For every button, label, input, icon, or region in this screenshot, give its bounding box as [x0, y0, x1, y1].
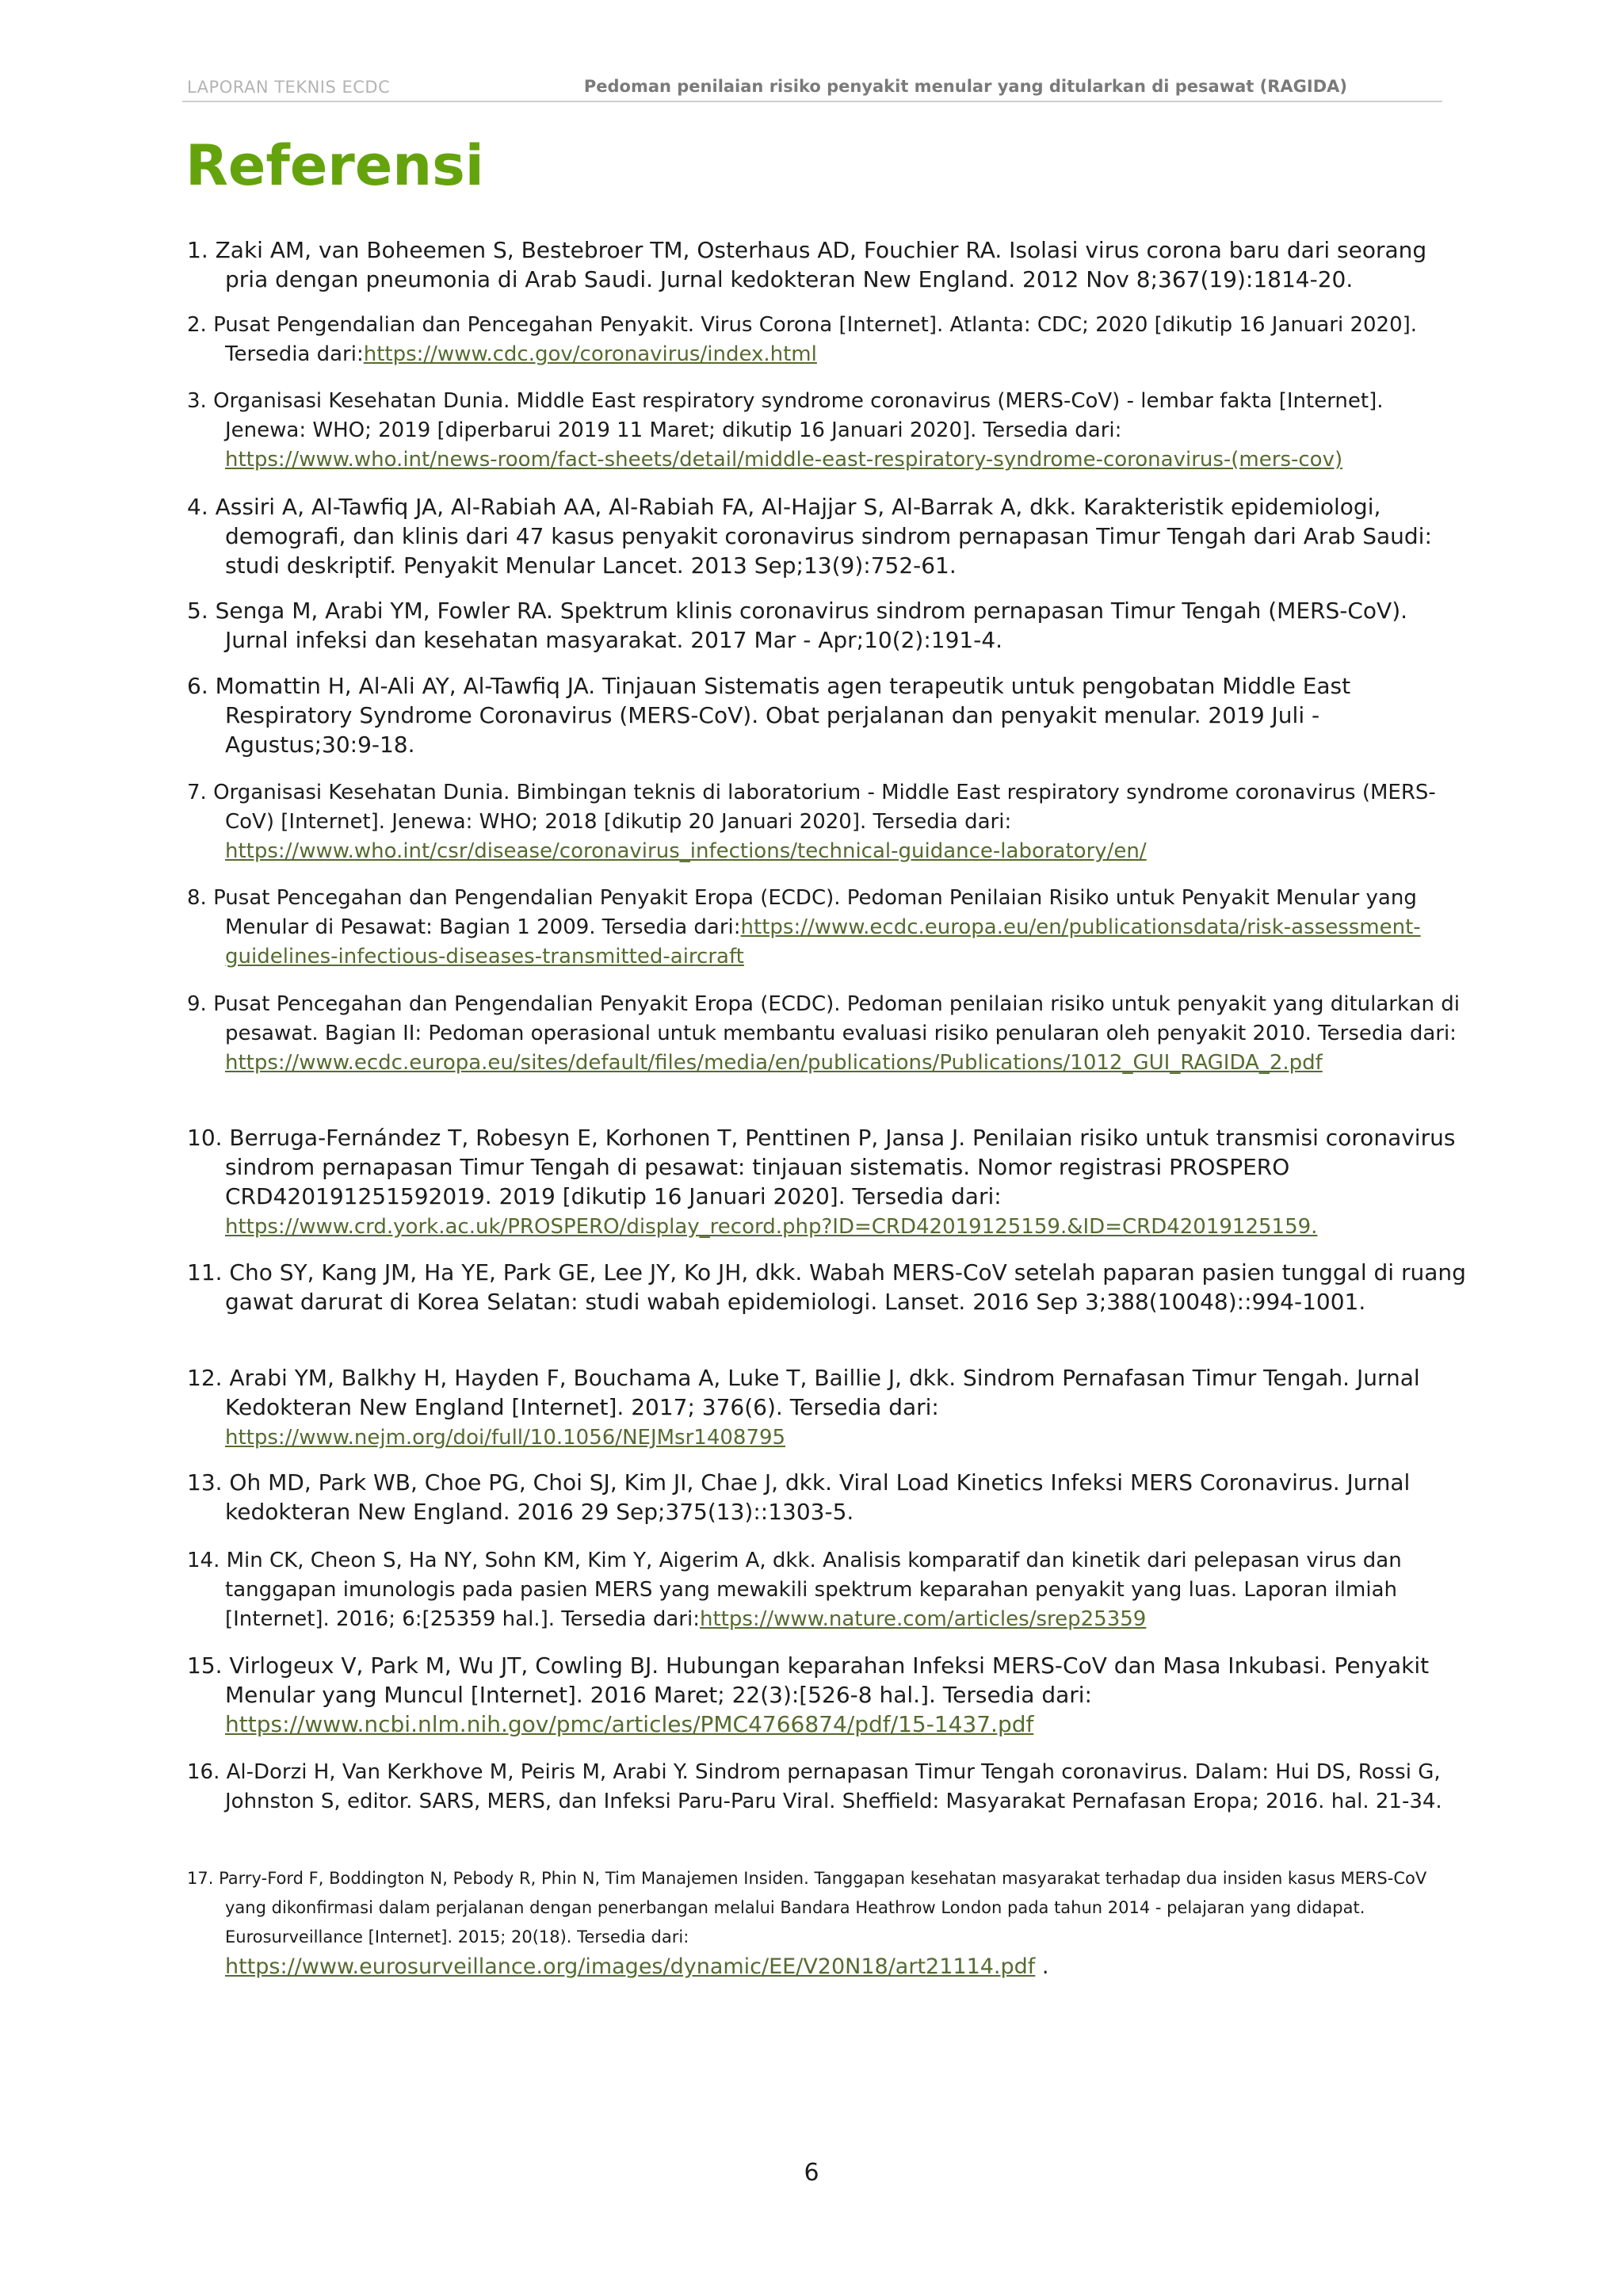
reference-item	[187, 671, 1469, 759]
reference-item	[187, 778, 1469, 866]
reference-link[interactable]: https://www.crd.york.ac.uk/PROSPERO/display_record.php?ID=CRD42019125159.&ID=CRD42019125159.	[225, 1215, 1318, 1239]
reference-text: 2. Pusat Pengendalian dan Pencegahan Penyakit. Virus Corona [Internet]. Atlanta: CDC; 2020 [dikutip 16 Januari 2020]. Tersedia dari:	[187, 313, 1418, 366]
reference-link[interactable]: https://www.cdc.gov/coronavirus/index.html	[363, 342, 817, 366]
reference-item	[187, 1123, 1469, 1242]
reference-link[interactable]: https://www.nature.com/articles/srep25359	[699, 1607, 1147, 1631]
reference-text: 16. Al-Dorzi H, Van Kerkhove M, Peiris M, Arabi Y. Sindrom pernapasan Timur Tengah coronavirus. Dalam: Hui DS, Rossi G, Johnston S, editor. SARS, MERS, dan Infeksi Paru-Paru Viral. Sheffield: Masyarakat Pernafasan Eropa; 2016. hal. 21-34.	[187, 1760, 1442, 1813]
reference-text: 17. Parry-Ford F, Boddington N, Pebody R, Phin N, Tim Manajemen Insiden. Tanggapan kesehatan masyarakat terhadap dua insiden kasus MERS-CoV yang dikonfirmasi dalam perjalanan dengan penerbangan melalui Bandara Heathrow London pada tahun 2014 - pelajaran yang didapat. Eurosurveillance [Internet]. 2015; 20(18). Tersedia dari:	[187, 1869, 1427, 1946]
reference-link[interactable]: https://www.eurosurveillance.org/images/dynamic/EE/V20N18/art21114.pdf	[225, 1954, 1036, 1979]
reference-item	[187, 1651, 1469, 1739]
reference-item	[187, 1864, 1469, 1983]
reference-item	[187, 596, 1469, 655]
reference-text: 11. Cho SY, Kang JM, Ha YE, Park GE, Lee JY, Ko JH, dkk. Wabah MERS-CoV setelah paparan pasien tunggal di ruang gawat darurat di Korea Selatan: studi wabah epidemiologi. Lanset. 2016 Sep 3;388(10048)::994-1001.	[187, 1259, 1466, 1315]
reference-text: 13. Oh MD, Park WB, Choe PG, Choi SJ, Kim JI, Chae J, dkk. Viral Load Kinetics Infeksi MERS Coronavirus. Jurnal kedokteran New England. 2016 29 Sep;375(13)::1303-5.	[187, 1469, 1411, 1525]
reference-item	[187, 1758, 1469, 1817]
header-document-title: Pedoman penilaian risiko penyakit menular yang ditularkan di pesawat (RAGIDA)	[583, 77, 1347, 96]
reference-link[interactable]: https://www.who.int/csr/disease/coronavirus_infections/technical-guidance-laboratory/en/	[225, 839, 1147, 863]
reference-suffix: .	[1035, 1954, 1049, 1979]
reference-item	[187, 990, 1469, 1078]
reference-link[interactable]: https://www.ecdc.europa.eu/en/publicationsdata/risk-assessment-guidelines-infectious-diseases-transmitted-aircraft	[225, 915, 1421, 968]
reference-item	[187, 492, 1469, 580]
reference-item	[187, 1546, 1469, 1634]
reference-text: 5. Senga M, Arabi YM, Fowler RA. Spektrum klinis coronavirus sindrom pernapasan Timur Tengah (MERS-CoV). Jurnal infeksi dan kesehatan masyarakat. 2017 Mar - Apr;10(2):191-4.	[187, 598, 1408, 653]
reference-text: 12. Arabi YM, Balkhy H, Hayden F, Bouchama A, Luke T, Baillie J, dkk. Sindrom Pernafasan Timur Tengah. Jurnal Kedokteran New England [Internet]. 2017; 376(6). Tersedia dari:	[187, 1365, 1420, 1420]
reference-link[interactable]: https://www.nejm.org/doi/full/10.1056/NEJMsr1408795	[225, 1426, 786, 1450]
reference-item	[187, 387, 1469, 475]
page-title: Referensi	[185, 133, 484, 198]
reference-text: 9. Pusat Pencegahan dan Pengendalian Penyakit Eropa (ECDC). Pedoman penilaian risiko untuk penyakit yang ditularkan di pesawat. Bagian II: Pedoman operasional untuk membantu evaluasi risiko penularan oleh penyakit 2010. Tersedia dari:	[187, 992, 1460, 1045]
reference-text: 6. Momattin H, Al-Ali AY, Al-Tawfiq JA. Tinjauan Sistematis agen terapeutik untuk pengobatan Middle East Respiratory Syndrome Coronavirus (MERS-CoV). Obat perjalanan dan penyakit menular. 2019 Juli - Agustus;30:9-18.	[187, 673, 1351, 758]
reference-item	[187, 311, 1469, 369]
reference-item	[187, 1363, 1469, 1453]
reference-link[interactable]: https://www.ecdc.europa.eu/sites/default/files/media/en/publications/Publications/1012_GUI_RAGIDA_2.pdf	[225, 1051, 1323, 1075]
header-report-label: LAPORAN TEKNIS ECDC	[187, 78, 391, 97]
reference-link[interactable]: https://www.ncbi.nlm.nih.gov/pmc/articles/PMC4766874/pdf/15-1437.pdf	[225, 1711, 1034, 1737]
reference-text: 8. Pusat Pencegahan dan Pengendalian Penyakit Eropa (ECDC). Pedoman Penilaian Risiko untuk Penyakit Menular yang Menular di Pesawat: Bagian 1 2009. Tersedia dari:	[187, 886, 1417, 939]
reference-text: 15. Virlogeux V, Park M, Wu JT, Cowling BJ. Hubungan keparahan Infeksi MERS-CoV dan Masa Inkubasi. Penyakit Menular yang Muncul [Internet]. 2016 Maret; 22(3):[526-8 hal.]. Tersedia dari:	[187, 1652, 1430, 1708]
reference-item	[187, 884, 1469, 972]
reference-item	[187, 1258, 1469, 1316]
reference-item	[187, 1468, 1469, 1526]
reference-text: 10. Berruga-Fernández T, Robesyn E, Korhonen T, Penttinen P, Jansa J. Penilaian risiko untuk transmisi coronavirus sindrom pernapasan Timur Tengah di pesawat: tinjauan sistematis. Nomor registrasi PROSPERO CRD420191251592019. 2019 [dikutip 16 Januari 2020]. Tersedia dari:	[187, 1125, 1456, 1209]
reference-link[interactable]: https://www.who.int/news-room/fact-sheets/detail/middle-east-respiratory-syndrome-coronavirus-(mers-cov)	[225, 448, 1343, 472]
reference-text: 14. Min CK, Cheon S, Ha NY, Sohn KM, Kim Y, Aigerim A, dkk. Analisis komparatif dan kinetik dari pelepasan virus dan tanggapan imunologis pada pasien MERS yang mewakili spektrum keparahan penyakit yang luas. Laporan ilmiah [Internet]. 2016; 6:[25359 hal.]. Tersedia dari:	[187, 1549, 1402, 1631]
reference-item	[187, 235, 1469, 294]
reference-text: 1. Zaki AM, van Boheemen S, Bestebroer TM, Osterhaus AD, Fouchier RA. Isolasi virus corona baru dari seorang pria dengan pneumonia di Arab Saudi. Jurnal kedokteran New England. 2012 Nov 8;367(19):1814-20.	[187, 237, 1427, 292]
page-number: 6	[804, 2159, 819, 2187]
reference-text: 4. Assiri A, Al-Tawfiq JA, Al-Rabiah AA, Al-Rabiah FA, Al-Hajjar S, Al-Barrak A, dkk. Karakteristik epidemiologi, demografi, dan klinis dari 47 kasus penyakit coronavirus sindrom pernapasan Timur Tengah dari Arab Saudi: studi deskriptif. Penyakit Menular Lancet. 2013 Sep;13(9):752-61.	[187, 494, 1432, 579]
reference-text: 3. Organisasi Kesehatan Dunia. Middle East respiratory syndrome coronavirus (MERS-CoV) - lembar fakta [Internet]. Jenewa: WHO; 2019 [diperbarui 2019 11 Maret; dikutip 16 Januari 2020]. Tersedia dari:	[187, 389, 1384, 442]
header-divider	[182, 101, 1442, 102]
reference-text: 7. Organisasi Kesehatan Dunia. Bimbingan teknis di laboratorium - Middle East respiratory syndrome coronavirus (MERS-CoV) [Internet]. Jenewa: WHO; 2018 [dikutip 20 Januari 2020]. Tersedia dari:	[187, 781, 1436, 834]
